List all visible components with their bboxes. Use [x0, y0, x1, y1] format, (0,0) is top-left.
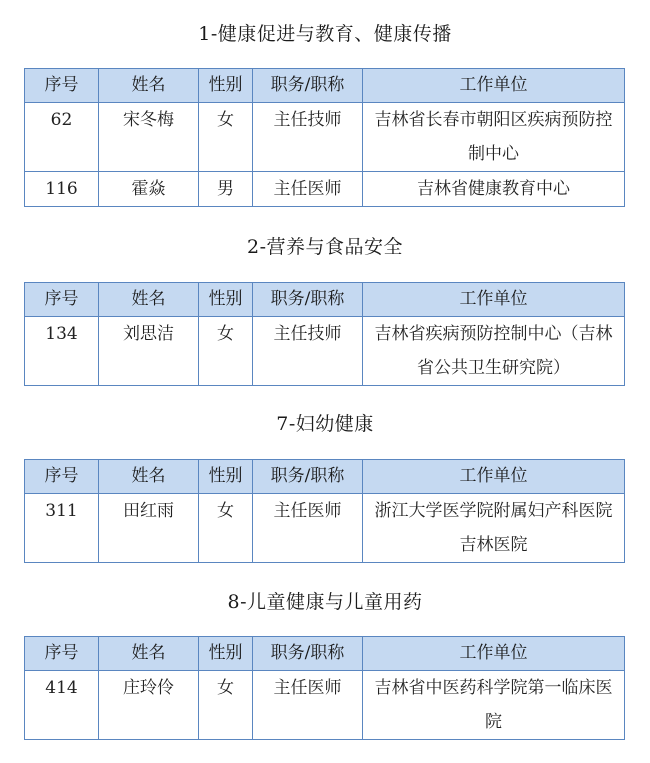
header-unit: 工作单位: [363, 283, 625, 317]
cell-no: 414: [25, 671, 99, 740]
header-gender: 性别: [199, 69, 253, 103]
header-no: 序号: [25, 283, 99, 317]
expert-table: [24, 636, 625, 740]
header-gender: 性别: [199, 283, 253, 317]
cell-unit: 吉林省疾病预防控制中心（吉林省公共卫生研究院）: [363, 317, 625, 386]
header-unit: 工作单位: [363, 69, 625, 103]
expert-table: [24, 282, 625, 386]
header-no: 序号: [25, 637, 99, 671]
table-row: [25, 172, 625, 207]
section-title: 7-妇幼健康: [276, 413, 374, 435]
cell-gender: 女: [199, 103, 253, 172]
expert-table: [24, 68, 625, 207]
table-header-row: [25, 283, 625, 317]
table-header-row: [25, 69, 625, 103]
header-name: 姓名: [99, 69, 199, 103]
cell-title: 主任技师: [253, 103, 363, 172]
cell-no: 62: [25, 103, 99, 172]
cell-gender: 男: [199, 172, 253, 207]
table-row: [25, 671, 625, 740]
cell-no: 116: [25, 172, 99, 207]
cell-gender: 女: [199, 317, 253, 386]
header-no: 序号: [25, 69, 99, 103]
cell-gender: 女: [199, 494, 253, 563]
cell-unit: 吉林省长春市朝阳区疾病预防控制中心: [363, 103, 625, 172]
section-title: 8-儿童健康与儿童用药: [227, 591, 423, 613]
header-title: 职务/职称: [253, 637, 363, 671]
table-row: [25, 103, 625, 172]
table-header-row: [25, 637, 625, 671]
cell-title: 主任医师: [253, 172, 363, 207]
cell-title: 主任医师: [253, 671, 363, 740]
table-header-row: [25, 460, 625, 494]
header-title: 职务/职称: [253, 69, 363, 103]
table-row: [25, 317, 625, 386]
header-gender: 性别: [199, 637, 253, 671]
header-title: 职务/职称: [253, 460, 363, 494]
cell-name: 刘思洁: [99, 317, 199, 386]
section-title: 1-健康促进与教育、健康传播: [198, 23, 452, 45]
header-gender: 性别: [199, 460, 253, 494]
cell-unit: 吉林省健康教育中心: [363, 172, 625, 207]
cell-no: 311: [25, 494, 99, 563]
header-name: 姓名: [99, 283, 199, 317]
header-no: 序号: [25, 460, 99, 494]
cell-name: 田红雨: [99, 494, 199, 563]
expert-table: [24, 459, 625, 563]
header-name: 姓名: [99, 460, 199, 494]
section-title: 2-营养与食品安全: [246, 236, 403, 258]
cell-no: 134: [25, 317, 99, 386]
header-unit: 工作单位: [363, 460, 625, 494]
cell-unit: 浙江大学医学院附属妇产科医院吉林医院: [363, 494, 625, 563]
header-title: 职务/职称: [253, 283, 363, 317]
table-row: [25, 494, 625, 563]
cell-name: 宋冬梅: [99, 103, 199, 172]
cell-title: 主任技师: [253, 317, 363, 386]
header-unit: 工作单位: [363, 637, 625, 671]
cell-unit: 吉林省中医药科学院第一临床医院: [363, 671, 625, 740]
cell-gender: 女: [199, 671, 253, 740]
cell-name: 庄玲伶: [99, 671, 199, 740]
cell-name: 霍焱: [99, 172, 199, 207]
cell-title: 主任医师: [253, 494, 363, 563]
header-name: 姓名: [99, 637, 199, 671]
